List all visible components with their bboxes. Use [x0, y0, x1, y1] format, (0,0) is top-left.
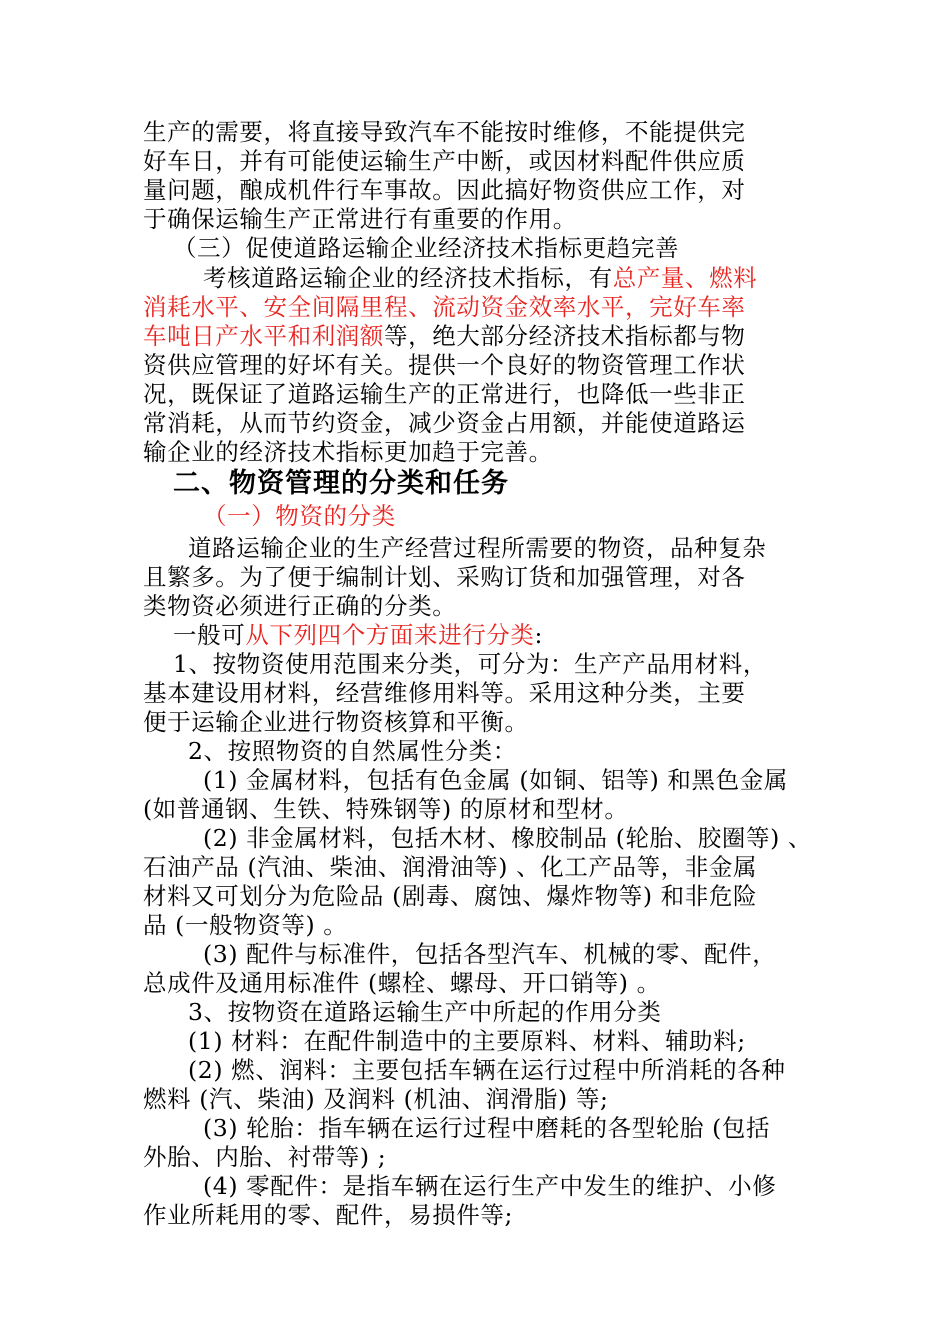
paragraph-line: 石油产品 (汽油、柴油、润滑油等) 、化工产品等，非金属 [143, 853, 758, 881]
highlight-text: 总产量、燃料 [612, 264, 758, 292]
list-item: (3) 配件与标准件，包括各型汽车、机械的零、配件， [203, 940, 777, 968]
paragraph-line: 况，既保证了道路运输生产的正常进行，也降低一些非正 [143, 380, 746, 408]
list-item: (1) 材料：在配件制造中的主要原料、材料、辅助料; [188, 1027, 746, 1055]
list-item: 1、按物资使用范围来分类，可分为：生产产品用材料， [173, 650, 767, 678]
section-subheading: （三）促使道路运输企业经济技术指标更趋完善 [173, 234, 680, 262]
list-item: (3) 轮胎：指车辆在运行过程中磨耗的各型轮胎 (包括 [203, 1114, 771, 1142]
highlight-text: 车吨日产水平和利润额 [143, 322, 384, 350]
paragraph-line: 量问题，酿成机件行车事故。因此搞好物资供应工作，对 [143, 176, 746, 204]
list-item: 2、按照物资的自然属性分类： [188, 737, 517, 765]
paragraph-line: 生产的需要，将直接导致汽车不能按时维修，不能提供完 [143, 118, 746, 146]
paragraph-line: 车吨日产水平和利润额等，绝大部分经济技术指标都与物 [143, 322, 746, 350]
paragraph-line: 作业所耗用的零、配件，易损件等; [143, 1201, 514, 1229]
list-item: (2) 非金属材料，包括木材、橡胶制品 (轮胎、胶圈等) 、 [203, 824, 813, 852]
paragraph-line: 一般可从下列四个方面来进行分类: [173, 621, 544, 649]
list-item: (1) 金属材料，包括有色金属 (如铜、铝等) 和黑色金属 [203, 766, 788, 794]
paragraph-line: (如普通钢、生铁、特殊钢等) 的原材和型材。 [143, 795, 629, 823]
highlight-text: 消耗水平、安全间隔里程、流动资金效率水平，完好车率 [143, 293, 746, 321]
paragraph-line: 且繁多。为了便于编制计划、采购订货和加强管理，对各 [143, 563, 746, 591]
section-subheading [203, 500, 396, 532]
paragraph-line: 输企业的经济技术指标更加趋于完善。 [143, 438, 553, 466]
paragraph-line: 好车日，并有可能使运输生产中断，或因材料配件供应质 [143, 147, 746, 175]
paragraph-line: 总成件及通用标准件 (螺栓、螺母、开口销等) 。 [143, 969, 661, 997]
highlight-text: （一）物资的分类 [203, 502, 396, 530]
paragraph-line: 道路运输企业的生产经营过程所需要的物资，品种复杂 [188, 534, 767, 562]
paragraph-line: 外胎、内胎、衬带等) ; [143, 1143, 387, 1171]
paragraph-line: 资供应管理的好坏有关。提供一个良好的物资管理工作状 [143, 351, 746, 379]
paragraph-line: 于确保运输生产正常进行有重要的作用。 [143, 205, 577, 233]
highlight-text: 从下列四个方面来进行分类 [245, 621, 535, 649]
section-heading: 二、物资管理的分类和任务 [173, 468, 509, 499]
list-item: (4) 零配件：是指车辆在运行生产中发生的维护、小修 [203, 1172, 777, 1200]
paragraph-line: 材料又可划分为危险品 (剧毒、腐蚀、爆炸物等) 和非危险 [143, 882, 758, 910]
paragraph-line [143, 291, 746, 323]
paragraph-line: 便于运输企业进行物资核算和平衡。 [143, 708, 529, 736]
list-item: (2) 燃、润料：主要包括车辆在运行过程中所消耗的各种 [188, 1056, 786, 1084]
list-item: 3、按物资在道路运输生产中所起的作用分类 [188, 998, 662, 1026]
paragraph-line: 考核道路运输企业的经济技术指标，有总产量、燃料 [203, 264, 758, 292]
paragraph-line: 基本建设用材料，经营维修用料等。采用这种分类，主要 [143, 679, 746, 707]
paragraph-line: 燃料 (汽、柴油) 及润料 (机油、润滑脂) 等; [143, 1085, 609, 1113]
paragraph-line: 常消耗，从而节约资金，减少资金占用额，并能使道路运 [143, 409, 746, 437]
paragraph-line: 品 (一般物资等) 。 [143, 911, 348, 939]
paragraph-line: 类物资必须进行正确的分类。 [143, 592, 457, 620]
